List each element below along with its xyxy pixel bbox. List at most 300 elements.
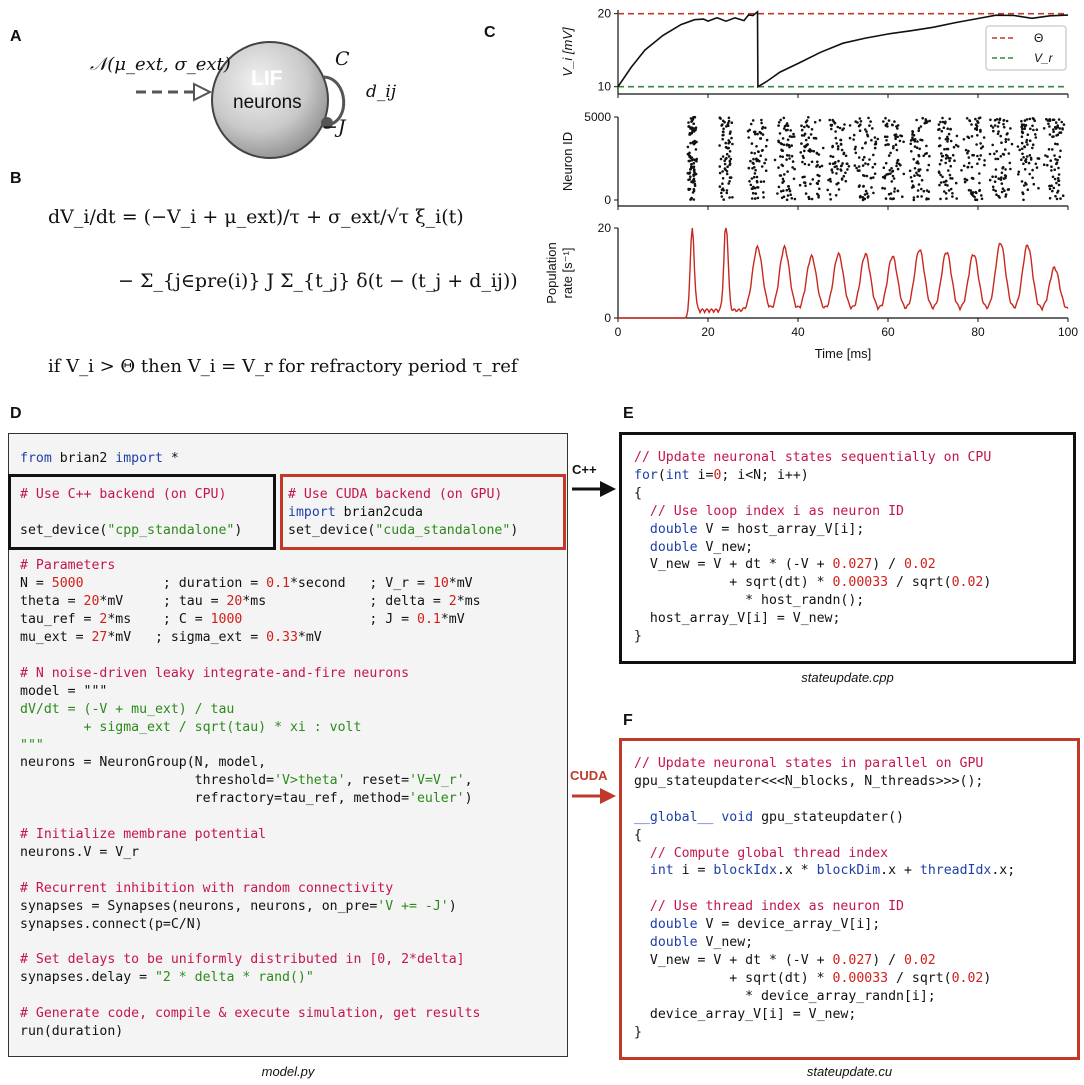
spike — [777, 166, 780, 169]
spike — [747, 136, 750, 139]
spike — [966, 166, 969, 169]
spike — [858, 125, 861, 128]
spike — [858, 156, 861, 159]
spike — [997, 158, 1000, 161]
spike — [803, 150, 806, 153]
spike — [837, 182, 840, 185]
spike — [723, 160, 726, 163]
spike — [1021, 148, 1024, 151]
time-xlabel: Time [ms] — [814, 346, 872, 361]
spike — [1021, 142, 1024, 145]
spike — [883, 166, 886, 169]
spike — [1031, 177, 1034, 180]
raster-y-tick-label: 0 — [604, 193, 611, 207]
spike — [938, 170, 941, 173]
spike — [692, 118, 695, 121]
spike — [995, 150, 998, 153]
spike — [692, 127, 695, 130]
spike — [831, 119, 834, 122]
spike — [722, 130, 725, 133]
spike — [1053, 168, 1056, 171]
spike — [805, 121, 808, 124]
spike — [1029, 128, 1032, 131]
spike — [790, 144, 793, 147]
spike — [852, 138, 855, 141]
spike — [694, 116, 697, 119]
spike — [948, 160, 951, 163]
spike — [1050, 184, 1053, 187]
spike — [911, 133, 914, 136]
spike — [1047, 123, 1050, 126]
spike — [755, 145, 758, 148]
spike — [752, 119, 755, 122]
spike — [778, 186, 781, 189]
spike — [789, 190, 792, 193]
spike — [753, 176, 756, 179]
spike — [748, 180, 751, 183]
spike — [816, 152, 819, 155]
spike — [1002, 123, 1005, 126]
spike — [994, 158, 997, 161]
spike — [793, 168, 796, 171]
spike — [997, 133, 1000, 136]
spike — [859, 117, 862, 120]
spike — [783, 173, 786, 176]
spike — [861, 147, 864, 150]
spike — [966, 152, 969, 155]
spike — [837, 160, 840, 163]
spike — [1005, 138, 1008, 141]
spike — [687, 121, 690, 124]
spike — [980, 147, 983, 150]
spike — [721, 123, 724, 126]
spike — [1005, 141, 1008, 144]
spike — [941, 176, 944, 179]
spike — [862, 164, 865, 167]
spike — [864, 162, 867, 165]
spike — [918, 148, 921, 151]
spike — [690, 168, 693, 171]
panel-label-d: D — [10, 405, 22, 422]
spike — [819, 119, 822, 122]
spike — [829, 162, 832, 165]
spike — [945, 197, 948, 200]
spike — [748, 167, 751, 170]
spike — [966, 117, 969, 120]
spike — [792, 160, 795, 163]
spike — [892, 147, 895, 150]
spike — [969, 120, 972, 123]
spike — [979, 154, 982, 157]
spike — [840, 169, 843, 172]
spike — [1022, 193, 1025, 196]
spike — [780, 164, 783, 167]
spike — [1057, 177, 1060, 180]
spike — [896, 127, 899, 130]
spike — [993, 153, 996, 156]
spike — [868, 158, 871, 161]
spike — [757, 197, 760, 200]
spike — [939, 121, 942, 124]
spike — [893, 120, 896, 123]
spike — [800, 124, 803, 127]
spike — [817, 182, 820, 185]
spike — [783, 195, 786, 198]
spike — [917, 129, 920, 132]
spike — [999, 118, 1002, 121]
spike — [810, 133, 813, 136]
spike — [688, 160, 691, 163]
spike — [1031, 147, 1034, 150]
spike — [941, 117, 944, 120]
spike — [1008, 152, 1011, 155]
spike — [869, 120, 872, 123]
spike — [818, 188, 821, 191]
spike — [928, 190, 931, 193]
spike — [912, 158, 915, 161]
spike — [951, 195, 954, 198]
spike — [919, 168, 922, 171]
spike — [791, 166, 794, 169]
spike — [1011, 143, 1014, 146]
spike — [992, 186, 995, 189]
spike — [1000, 176, 1003, 179]
spike — [761, 149, 764, 152]
spike — [1022, 199, 1025, 202]
spike — [1057, 190, 1060, 193]
spike — [1026, 155, 1029, 158]
spike — [944, 183, 947, 186]
spike — [786, 199, 789, 202]
spike — [1006, 120, 1009, 123]
spike — [804, 163, 807, 166]
spike — [946, 136, 949, 139]
spike — [899, 140, 902, 143]
spike — [816, 164, 819, 167]
spike — [756, 180, 759, 183]
spike — [940, 152, 943, 155]
spike — [983, 159, 986, 162]
spike — [785, 158, 788, 161]
spike — [776, 192, 779, 195]
spike — [789, 193, 792, 196]
spike — [722, 155, 725, 158]
spike — [991, 144, 994, 147]
spike — [1054, 158, 1057, 161]
spike — [938, 184, 941, 187]
spike — [1028, 173, 1031, 176]
spike — [840, 164, 843, 167]
external-input-label: 𝒩(μ_ext, σ_ext) — [90, 54, 231, 75]
spike — [940, 181, 943, 184]
spike — [786, 170, 789, 173]
spike — [939, 163, 942, 166]
caption-stateupdate-cpp: stateupdate.cpp — [801, 670, 894, 685]
spike — [1059, 156, 1062, 159]
spike — [758, 160, 761, 163]
spike — [921, 117, 924, 120]
spike — [1024, 182, 1027, 185]
spike — [859, 129, 862, 132]
spike — [719, 117, 722, 120]
spike — [896, 149, 899, 152]
spike — [897, 190, 900, 193]
spike — [1058, 184, 1061, 187]
spike — [849, 124, 852, 127]
spike — [997, 125, 1000, 128]
spike — [1054, 195, 1057, 198]
spike — [807, 196, 810, 199]
spike — [925, 145, 928, 148]
spike — [1020, 158, 1023, 161]
spike — [864, 193, 867, 196]
caption-model-py: model.py — [261, 1064, 315, 1079]
spike — [1060, 131, 1063, 134]
spike — [937, 128, 940, 131]
spike — [1049, 133, 1052, 136]
spike — [928, 155, 931, 158]
spike — [1054, 178, 1057, 181]
arrow-to-cpp — [568, 478, 618, 500]
spike — [884, 117, 887, 120]
spike — [690, 198, 693, 201]
stateupdate-cpp-code: // Update neuronal states sequentially on CPU for(int i=0; i<N; i++) { // Use loop index i as neuron ID double V = host_array_V[i]; double V_new; V_new = V + dt * (-V + 0.027) / 0.02 + sqrt(dt) * 0.00033 / sqrt(0.02) * host_randn(); host_array_V[i] = V_new; } — [634, 450, 992, 645]
spike — [854, 164, 857, 167]
spike — [689, 142, 692, 145]
spike — [689, 171, 692, 174]
spike — [950, 188, 953, 191]
spike — [955, 144, 958, 147]
spike — [888, 154, 891, 157]
spike — [950, 140, 953, 143]
voltage-y-tick-label: 20 — [597, 6, 611, 21]
spike — [722, 120, 725, 123]
spike — [807, 126, 810, 129]
spike — [867, 117, 870, 120]
spike — [943, 148, 946, 151]
spike — [728, 117, 731, 120]
spike — [968, 162, 971, 165]
spike — [1051, 190, 1054, 193]
spike — [828, 119, 831, 122]
spike — [804, 184, 807, 187]
spike — [813, 150, 816, 153]
spike — [835, 172, 838, 175]
spike — [829, 193, 832, 196]
spike — [763, 180, 766, 183]
spike — [860, 120, 863, 123]
spike — [693, 188, 696, 191]
spike — [1023, 127, 1026, 130]
spike — [756, 160, 759, 163]
raster-y-tick-label: 5000 — [584, 110, 611, 124]
spike — [868, 124, 871, 127]
spike — [781, 156, 784, 159]
spike — [840, 139, 843, 142]
spike — [1049, 188, 1052, 191]
spike — [1056, 198, 1059, 201]
spike — [983, 136, 986, 139]
spike — [1009, 127, 1012, 130]
spike — [866, 133, 869, 136]
spike — [995, 193, 998, 196]
arrow-label-cuda: CUDA — [570, 768, 608, 783]
spike — [834, 122, 837, 125]
spike — [942, 155, 945, 158]
spike — [1029, 118, 1032, 121]
spike — [832, 156, 835, 159]
spike — [972, 177, 975, 180]
spike — [843, 175, 846, 178]
spike — [693, 162, 696, 165]
spike — [1053, 119, 1056, 122]
spike — [858, 185, 861, 188]
spike — [920, 125, 923, 128]
spike — [916, 146, 919, 149]
spike — [786, 144, 789, 147]
spike — [899, 164, 902, 167]
spike — [730, 137, 733, 140]
spike — [844, 172, 847, 175]
spike — [978, 117, 981, 120]
spike — [804, 181, 807, 184]
spike — [731, 143, 734, 146]
spike — [695, 126, 698, 129]
spike — [754, 133, 757, 136]
spike — [756, 133, 759, 136]
spike — [1022, 163, 1025, 166]
panel-label-b: B — [10, 170, 22, 187]
panel-label-c: C — [484, 24, 496, 41]
spike — [896, 136, 899, 139]
spike — [892, 170, 895, 173]
spike — [1054, 143, 1057, 146]
spike — [913, 196, 916, 199]
spike — [917, 189, 920, 192]
rate-x-tick-label: 60 — [881, 325, 895, 339]
spike — [858, 165, 861, 168]
spike — [928, 164, 931, 167]
spike — [782, 178, 785, 181]
spike — [814, 121, 817, 124]
spike — [881, 187, 884, 190]
spike — [817, 194, 820, 197]
spike — [829, 198, 832, 201]
spike — [948, 133, 951, 136]
connection-prob-label: C — [335, 48, 350, 70]
spike — [838, 188, 841, 191]
spike — [842, 127, 845, 130]
spike — [765, 145, 768, 148]
spike — [1063, 123, 1066, 126]
spike — [1028, 162, 1031, 165]
spike — [821, 165, 824, 168]
spike — [754, 169, 757, 172]
spike — [693, 198, 696, 201]
spike — [899, 134, 902, 137]
spike — [1043, 127, 1046, 130]
spike — [1004, 148, 1007, 151]
spike — [923, 190, 926, 193]
spike — [849, 137, 852, 140]
spike — [971, 135, 974, 138]
spike — [779, 119, 782, 122]
spike — [999, 135, 1002, 138]
spike — [834, 166, 837, 169]
spike — [998, 121, 1001, 124]
spike — [781, 149, 784, 152]
spike — [809, 150, 812, 153]
spike — [754, 131, 757, 134]
spike — [1045, 118, 1048, 121]
spike — [919, 139, 922, 142]
spike — [1023, 184, 1026, 187]
spike — [692, 181, 695, 184]
spike — [811, 128, 814, 131]
spike — [721, 195, 724, 198]
spike — [1055, 182, 1058, 185]
spike — [835, 142, 838, 145]
spike — [693, 140, 696, 143]
spike — [843, 123, 846, 126]
voltage-legend-box — [986, 26, 1066, 70]
spike — [872, 154, 875, 157]
spike — [997, 195, 1000, 198]
spike — [800, 142, 803, 145]
rate-ylabel-line1: Population — [544, 242, 559, 304]
spike — [801, 129, 804, 132]
panel-label-f: F — [623, 712, 633, 729]
spike — [914, 140, 917, 143]
spike — [689, 127, 692, 130]
spike — [938, 137, 941, 140]
spike — [1005, 175, 1008, 178]
spike — [872, 192, 875, 195]
spike — [1027, 133, 1030, 136]
spike — [846, 168, 849, 171]
spike — [913, 174, 916, 177]
spike — [783, 117, 786, 120]
panel-c-charts — [520, 0, 1080, 380]
spike — [786, 129, 789, 132]
spike — [754, 172, 757, 175]
spike — [760, 119, 763, 122]
spike — [726, 189, 729, 192]
spike — [1061, 127, 1064, 130]
spike — [894, 138, 897, 141]
spike — [855, 152, 858, 155]
spike — [762, 196, 765, 199]
spike — [910, 176, 913, 179]
spike — [757, 150, 760, 153]
spike — [1003, 119, 1006, 122]
spike — [992, 130, 995, 133]
spike — [889, 169, 892, 172]
spike — [972, 191, 975, 194]
legend-theta-label: Θ — [1034, 31, 1044, 45]
spike — [787, 139, 790, 142]
spike — [913, 199, 916, 202]
spike — [979, 142, 982, 145]
spike — [840, 143, 843, 146]
spike — [791, 155, 794, 158]
spike — [976, 162, 979, 165]
spike — [1048, 125, 1051, 128]
spike — [892, 175, 895, 178]
spike — [975, 143, 978, 146]
spike — [979, 189, 982, 192]
spike — [786, 122, 789, 125]
